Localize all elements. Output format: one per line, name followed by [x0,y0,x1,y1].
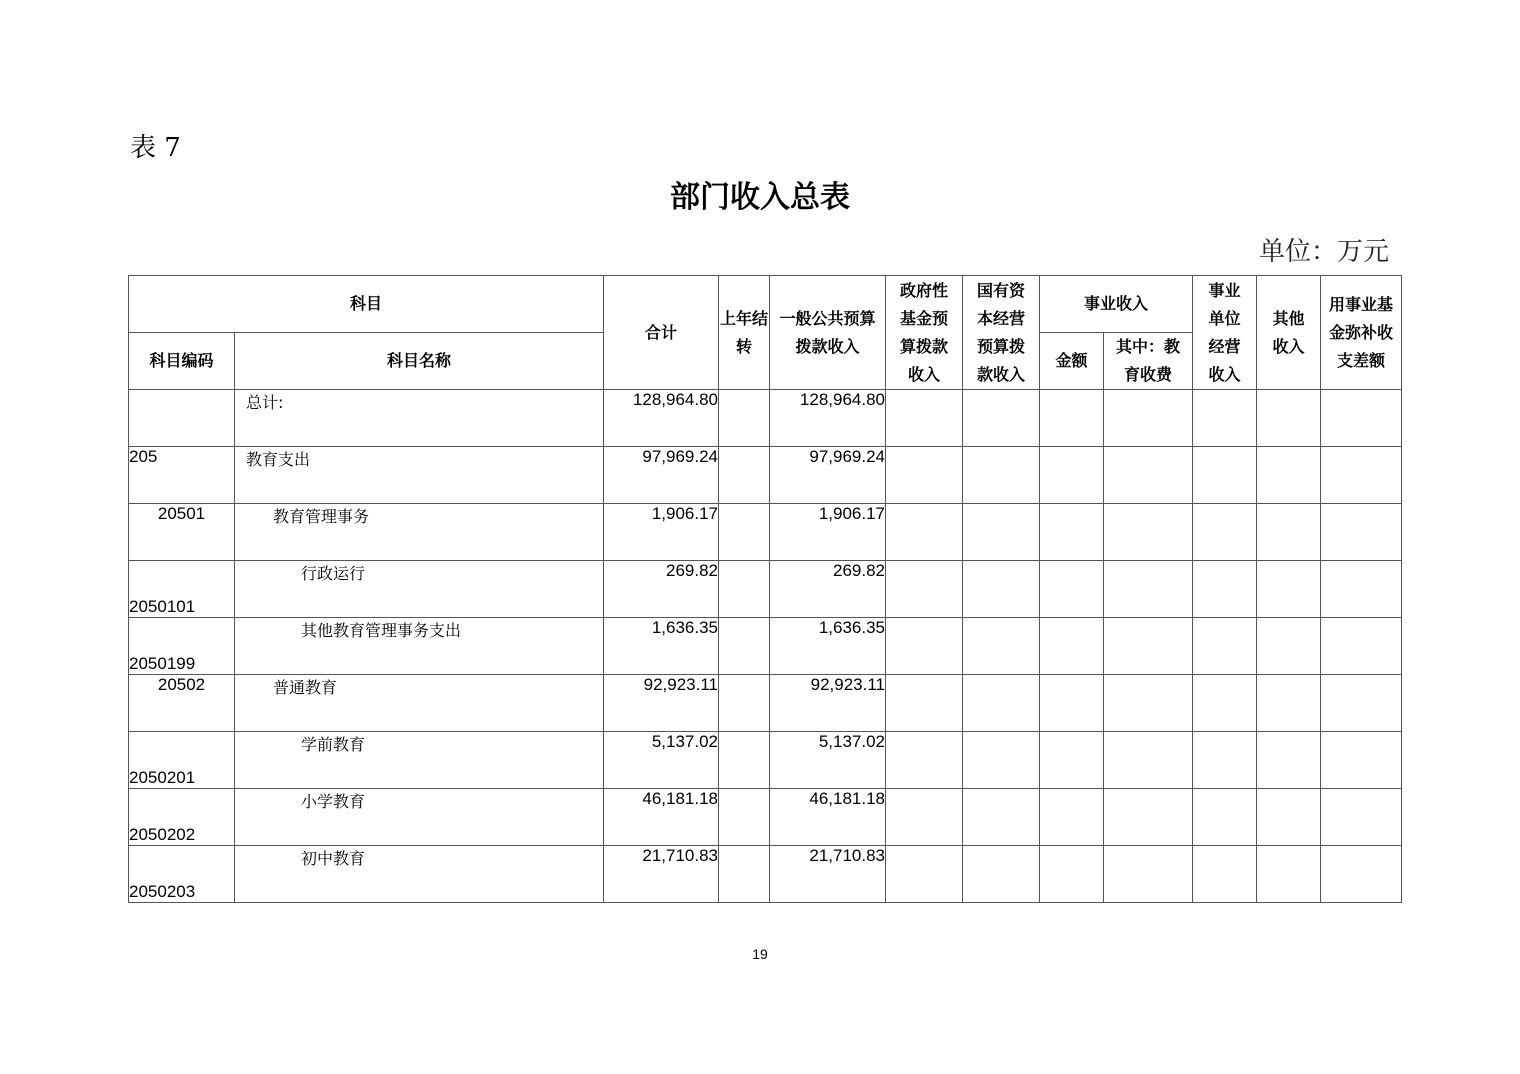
subject-name: 教育支出 [235,447,604,504]
income-summary-table [128,275,1402,903]
carryover-value [719,846,770,903]
empty-cell [1040,618,1104,675]
empty-cell [1040,846,1104,903]
general-budget-value: 1,636.35 [770,618,886,675]
empty-cell [963,618,1040,675]
header-state-capital: 国有资本经营预算拨款收入 [963,276,1040,390]
total-value: 21,710.83 [604,846,719,903]
carryover-value [719,390,770,447]
empty-cell [1040,504,1104,561]
empty-cell [1193,732,1257,789]
empty-cell [1104,390,1193,447]
empty-cell [886,618,963,675]
empty-cell [1104,618,1193,675]
empty-cell [886,390,963,447]
empty-cell [886,561,963,618]
empty-cell [1193,618,1257,675]
general-budget-value: 97,969.24 [770,447,886,504]
carryover-value [719,504,770,561]
total-value: 1,906.17 [604,504,719,561]
total-value: 46,181.18 [604,789,719,846]
empty-cell [1321,675,1402,732]
total-value: 128,964.80 [604,390,719,447]
subject-code: 20502 [129,675,235,732]
empty-cell [1321,447,1402,504]
carryover-value [719,789,770,846]
empty-cell [1104,561,1193,618]
empty-cell [886,846,963,903]
empty-cell [963,447,1040,504]
general-budget-value: 46,181.18 [770,789,886,846]
header-operating-income: 事业单位经营收入 [1193,276,1257,390]
header-business-income: 事业收入 [1040,276,1193,333]
empty-cell [1321,846,1402,903]
page-number: 19 [752,946,768,962]
carryover-value [719,675,770,732]
empty-cell [1321,789,1402,846]
empty-cell [963,504,1040,561]
empty-cell [1321,504,1402,561]
empty-cell [963,675,1040,732]
header-fund-supplement: 用事业基金弥补收支差额 [1321,276,1402,390]
empty-cell [963,561,1040,618]
subject-code: 2050199 [129,618,235,675]
subject-name: 小学教育 [235,789,604,846]
empty-cell [1040,390,1104,447]
header-gov-fund: 政府性基金预算拨款收入 [886,276,963,390]
empty-cell [1104,675,1193,732]
empty-cell [1040,675,1104,732]
subject-code: 2050203 [129,846,235,903]
subject-name: 其他教育管理事务支出 [235,618,604,675]
empty-cell [1104,789,1193,846]
total-value: 5,137.02 [604,732,719,789]
empty-cell [1257,789,1321,846]
empty-cell [1257,618,1321,675]
empty-cell [963,732,1040,789]
table-row [129,504,1402,561]
header-carryover: 上年结转 [719,276,770,390]
total-value: 1,636.35 [604,618,719,675]
empty-cell [1321,732,1402,789]
table-row [129,732,1402,789]
subject-name: 初中教育 [235,846,604,903]
empty-cell [1104,504,1193,561]
empty-cell [1257,390,1321,447]
unit-label: 单位：万元 [1258,237,1389,267]
carryover-value [719,447,770,504]
empty-cell [1257,504,1321,561]
empty-cell [1321,390,1402,447]
header-subject-code: 科目编码 [129,333,235,390]
total-value: 97,969.24 [604,447,719,504]
general-budget-value: 92,923.11 [770,675,886,732]
total-value: 269.82 [604,561,719,618]
general-budget-value: 269.82 [770,561,886,618]
subject-code [129,390,235,447]
table-row [129,789,1402,846]
table-row [129,447,1402,504]
empty-cell [1193,675,1257,732]
table-row [129,561,1402,618]
header-amount: 金额 [1040,333,1104,390]
subject-name: 学前教育 [235,732,604,789]
table-row [129,618,1402,675]
empty-cell [1321,618,1402,675]
subject-code: 205 [129,447,235,504]
subject-name: 总计: [235,390,604,447]
subject-code: 2050101 [129,561,235,618]
empty-cell [1104,447,1193,504]
empty-cell [886,504,963,561]
table-row [129,675,1402,732]
empty-cell [1257,732,1321,789]
header-edu-fee: 其中：教育收费 [1104,333,1193,390]
empty-cell [963,390,1040,447]
subject-code: 2050202 [129,789,235,846]
general-budget-value: 128,964.80 [770,390,886,447]
empty-cell [1104,846,1193,903]
empty-cell [1193,390,1257,447]
header-subject: 科目 [129,276,604,333]
header-total: 合计 [604,276,719,390]
empty-cell [1193,561,1257,618]
subject-code: 2050201 [129,732,235,789]
empty-cell [1257,846,1321,903]
carryover-value [719,732,770,789]
table-label: 表 7 [130,133,181,163]
empty-cell [963,846,1040,903]
empty-cell [886,447,963,504]
empty-cell [963,789,1040,846]
subject-name: 普通教育 [235,675,604,732]
empty-cell [1040,561,1104,618]
general-budget-value: 1,906.17 [770,504,886,561]
empty-cell [1040,447,1104,504]
carryover-value [719,618,770,675]
empty-cell [1040,732,1104,789]
empty-cell [1193,447,1257,504]
empty-cell [1193,504,1257,561]
table-row [129,846,1402,903]
header-general-budget: 一般公共预算拨款收入 [770,276,886,390]
total-value: 92,923.11 [604,675,719,732]
subject-name: 行政运行 [235,561,604,618]
empty-cell [1104,732,1193,789]
empty-cell [1040,789,1104,846]
subject-code: 20501 [129,504,235,561]
empty-cell [886,789,963,846]
empty-cell [1257,561,1321,618]
empty-cell [1257,447,1321,504]
empty-cell [1257,675,1321,732]
empty-cell [1193,789,1257,846]
carryover-value [719,561,770,618]
general-budget-value: 21,710.83 [770,846,886,903]
empty-cell [886,732,963,789]
empty-cell [1193,846,1257,903]
header-other-income: 其他收入 [1257,276,1321,390]
header-subject-name: 科目名称 [235,333,604,390]
subject-name: 教育管理事务 [235,504,604,561]
page-title: 部门收入总表 [670,180,850,215]
general-budget-value: 5,137.02 [770,732,886,789]
table-row [129,390,1402,447]
empty-cell [1321,561,1402,618]
empty-cell [886,675,963,732]
